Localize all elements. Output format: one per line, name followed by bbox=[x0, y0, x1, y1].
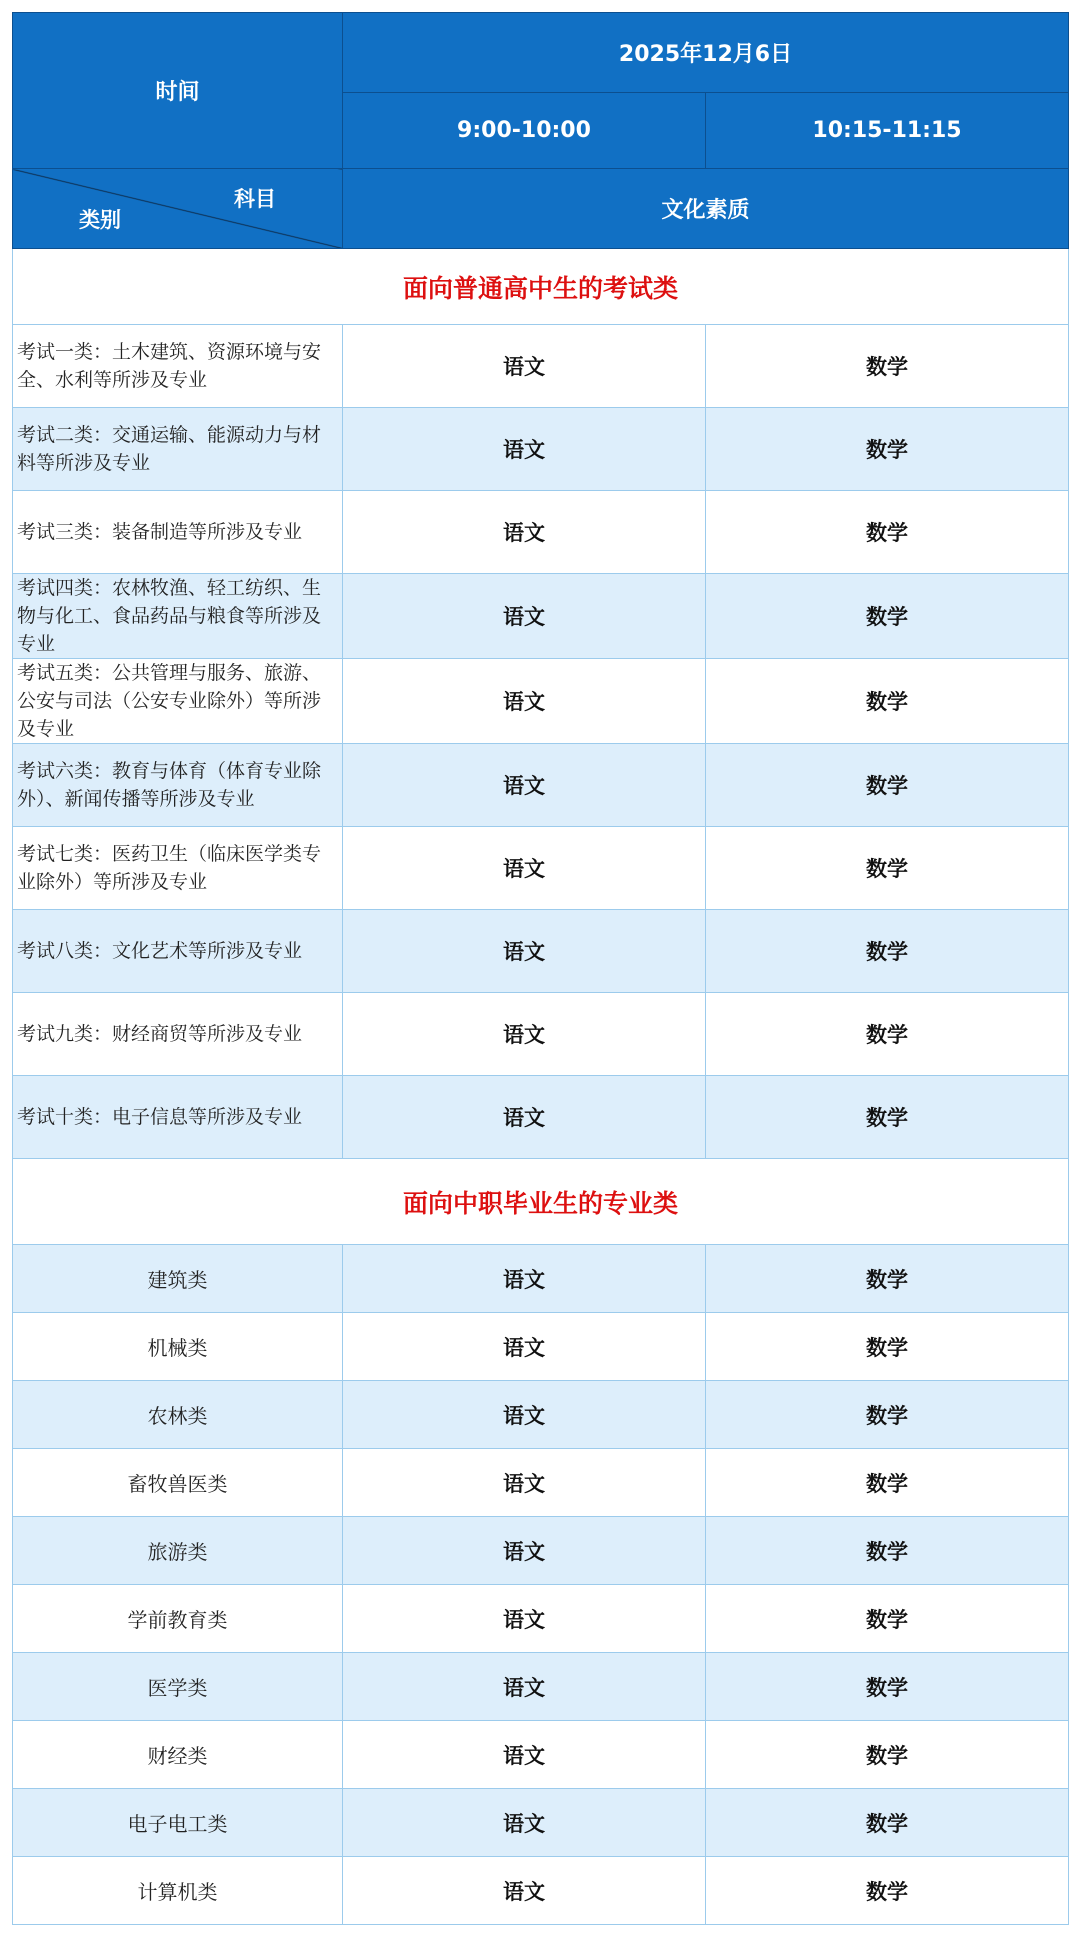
subject-cell: 数学 bbox=[706, 1789, 1069, 1857]
table-row bbox=[13, 659, 1069, 744]
category-cell: 考试二类：交通运输、能源动力与材料等所涉及专业 bbox=[13, 408, 343, 491]
subject-cell: 语文 bbox=[343, 325, 706, 408]
table-row bbox=[13, 1721, 1069, 1789]
subject-cell: 数学 bbox=[706, 1381, 1069, 1449]
table-row bbox=[13, 1653, 1069, 1721]
table-row bbox=[13, 1245, 1069, 1313]
subject-cell: 数学 bbox=[706, 1313, 1069, 1381]
subject-cell: 数学 bbox=[706, 1857, 1069, 1925]
category-cell: 畜牧兽医类 bbox=[13, 1449, 343, 1517]
category-cell: 考试七类：医药卫生（临床医学类专业除外）等所涉及专业 bbox=[13, 827, 343, 910]
subject-cell: 数学 bbox=[706, 744, 1069, 827]
time-label: 时间 bbox=[13, 13, 343, 169]
subject-cell: 语文 bbox=[343, 827, 706, 910]
subject-cell: 语文 bbox=[343, 659, 706, 744]
table-row bbox=[13, 1517, 1069, 1585]
subject-cell: 语文 bbox=[343, 1245, 706, 1313]
subject-cell: 数学 bbox=[706, 1449, 1069, 1517]
subject-cell: 语文 bbox=[343, 744, 706, 827]
table-row bbox=[13, 1857, 1069, 1925]
subject-cell: 数学 bbox=[706, 910, 1069, 993]
table-row bbox=[13, 408, 1069, 491]
category-cell: 计算机类 bbox=[13, 1857, 343, 1925]
subject-label: 科目 bbox=[234, 187, 276, 211]
table-row bbox=[13, 325, 1069, 408]
header-row-subject bbox=[13, 169, 1069, 249]
subject-cell: 数学 bbox=[706, 1076, 1069, 1159]
category-cell: 学前教育类 bbox=[13, 1585, 343, 1653]
category-cell: 考试八类：文化艺术等所涉及专业 bbox=[13, 910, 343, 993]
subject-cell: 语文 bbox=[343, 1585, 706, 1653]
subject-cell: 数学 bbox=[706, 1721, 1069, 1789]
time-slot-1: 9:00-10:00 bbox=[343, 93, 706, 169]
category-cell: 考试十类：电子信息等所涉及专业 bbox=[13, 1076, 343, 1159]
category-cell: 机械类 bbox=[13, 1313, 343, 1381]
subject-cell: 数学 bbox=[706, 491, 1069, 574]
table-row bbox=[13, 491, 1069, 574]
subject-cell: 数学 bbox=[706, 1245, 1069, 1313]
subject-cell: 语文 bbox=[343, 1449, 706, 1517]
table-row bbox=[13, 1076, 1069, 1159]
category-cell: 考试一类：土木建筑、资源环境与安全、水利等所涉及专业 bbox=[13, 325, 343, 408]
schedule-table bbox=[12, 12, 1069, 1925]
category-label: 类别 bbox=[79, 208, 121, 232]
category-cell: 医学类 bbox=[13, 1653, 343, 1721]
category-cell: 旅游类 bbox=[13, 1517, 343, 1585]
subject-cell: 数学 bbox=[706, 574, 1069, 659]
subject-cell: 数学 bbox=[706, 325, 1069, 408]
category-cell: 电子电工类 bbox=[13, 1789, 343, 1857]
subject-cell: 语文 bbox=[343, 993, 706, 1076]
table-row bbox=[13, 1789, 1069, 1857]
subject-cell: 语文 bbox=[343, 1789, 706, 1857]
time-slot-2: 10:15-11:15 bbox=[706, 93, 1069, 169]
subject-cell: 语文 bbox=[343, 491, 706, 574]
category-cell: 考试三类：装备制造等所涉及专业 bbox=[13, 491, 343, 574]
subject-cell: 数学 bbox=[706, 1517, 1069, 1585]
category-cell: 农林类 bbox=[13, 1381, 343, 1449]
exam-date: 2025年12月6日 bbox=[343, 13, 1069, 93]
subject-cell: 数学 bbox=[706, 659, 1069, 744]
category-cell: 考试四类：农林牧渔、轻工纺织、生物与化工、食品药品与粮食等所涉及专业 bbox=[13, 574, 343, 659]
diagonal-header-cell bbox=[13, 169, 343, 249]
table-row bbox=[13, 1381, 1069, 1449]
subject-cell: 语文 bbox=[343, 1517, 706, 1585]
subject-cell: 语文 bbox=[343, 408, 706, 491]
category-cell: 考试六类：教育与体育（体育专业除外）、新闻传播等所涉及专业 bbox=[13, 744, 343, 827]
table-row bbox=[13, 1313, 1069, 1381]
subject-cell: 语文 bbox=[343, 1076, 706, 1159]
section-header-row bbox=[13, 1159, 1069, 1245]
exam-schedule bbox=[12, 12, 1068, 1932]
section-header-row bbox=[13, 249, 1069, 325]
subject-cell: 语文 bbox=[343, 1313, 706, 1381]
table-row bbox=[13, 910, 1069, 993]
table-row bbox=[13, 1585, 1069, 1653]
table-row bbox=[13, 827, 1069, 910]
subject-group: 文化素质 bbox=[343, 169, 1069, 249]
table-row bbox=[13, 993, 1069, 1076]
subject-cell: 语文 bbox=[343, 574, 706, 659]
subject-cell: 语文 bbox=[343, 1857, 706, 1925]
subject-cell: 数学 bbox=[706, 827, 1069, 910]
table-row bbox=[13, 1449, 1069, 1517]
subject-cell: 数学 bbox=[706, 408, 1069, 491]
section-title: 面向普通高中生的考试类 bbox=[13, 249, 1069, 325]
category-cell: 财经类 bbox=[13, 1721, 343, 1789]
subject-cell: 语文 bbox=[343, 1721, 706, 1789]
table-row bbox=[13, 744, 1069, 827]
header-row-date bbox=[13, 13, 1069, 93]
subject-cell: 语文 bbox=[343, 1381, 706, 1449]
category-cell: 考试九类：财经商贸等所涉及专业 bbox=[13, 993, 343, 1076]
category-cell: 考试五类：公共管理与服务、旅游、公安与司法（公安专业除外）等所涉及专业 bbox=[13, 659, 343, 744]
subject-cell: 数学 bbox=[706, 1653, 1069, 1721]
section-title: 面向中职毕业生的专业类 bbox=[13, 1159, 1069, 1245]
subject-cell: 语文 bbox=[343, 1653, 706, 1721]
subject-cell: 语文 bbox=[343, 910, 706, 993]
subject-cell: 数学 bbox=[706, 993, 1069, 1076]
table-row bbox=[13, 574, 1069, 659]
category-cell: 建筑类 bbox=[13, 1245, 343, 1313]
subject-cell: 数学 bbox=[706, 1585, 1069, 1653]
